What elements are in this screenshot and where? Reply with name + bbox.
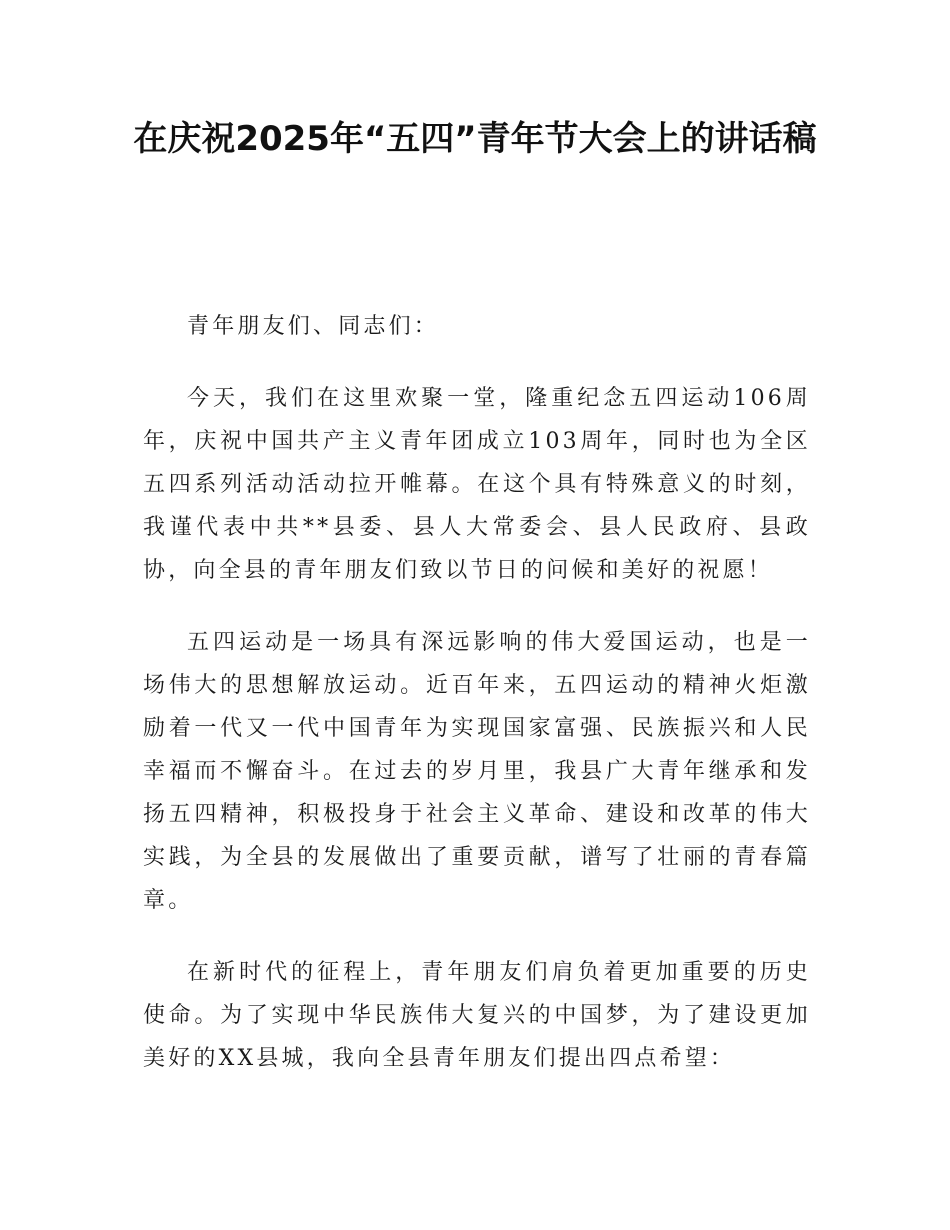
- body-paragraph-hopes: 在新时代的征程上，青年朋友们肩负着更加重要的历史使命。为了实现中华民族伟大复兴的中国梦，为了建设更加美好的XX县城，我向全县青年朋友们提出四点希望：: [143, 960, 811, 1071]
- body-paragraph-history: 五四运动是一场具有深远影响的伟大爱国运动，也是一场伟大的思想解放运动。近百年来，五四运动的精神火炬激励着一代又一代中国青年为实现国家富强、民族振兴和人民幸福而不懈奋斗。在过去的岁月里，我县广大青年继承和发扬五四精神，积极投身于社会主义革命、建设和改革的伟大实践，为全县的发展做出了重要贡献，谱写了壮丽的青春篇章。: [143, 630, 811, 913]
- document-title: 在庆祝2025年“五四”青年节大会上的讲话稿: [133, 119, 817, 159]
- document-body: [143, 305, 811, 1109]
- salutation-paragraph: 青年朋友们、同志们：: [187, 314, 440, 339]
- body-paragraph-opening: 今天，我们在这里欢聚一堂，隆重纪念五四运动106周年，庆祝中国共产主义青年团成立103周年，同时也为全区五四系列活动活动拉开帷幕。在这个具有特殊意义的时刻，我谨代表中共**县委、县人大常委会、县人民政府、县政协，向全县的青年朋友们致以节日的问候和美好的祝愿！: [143, 386, 811, 583]
